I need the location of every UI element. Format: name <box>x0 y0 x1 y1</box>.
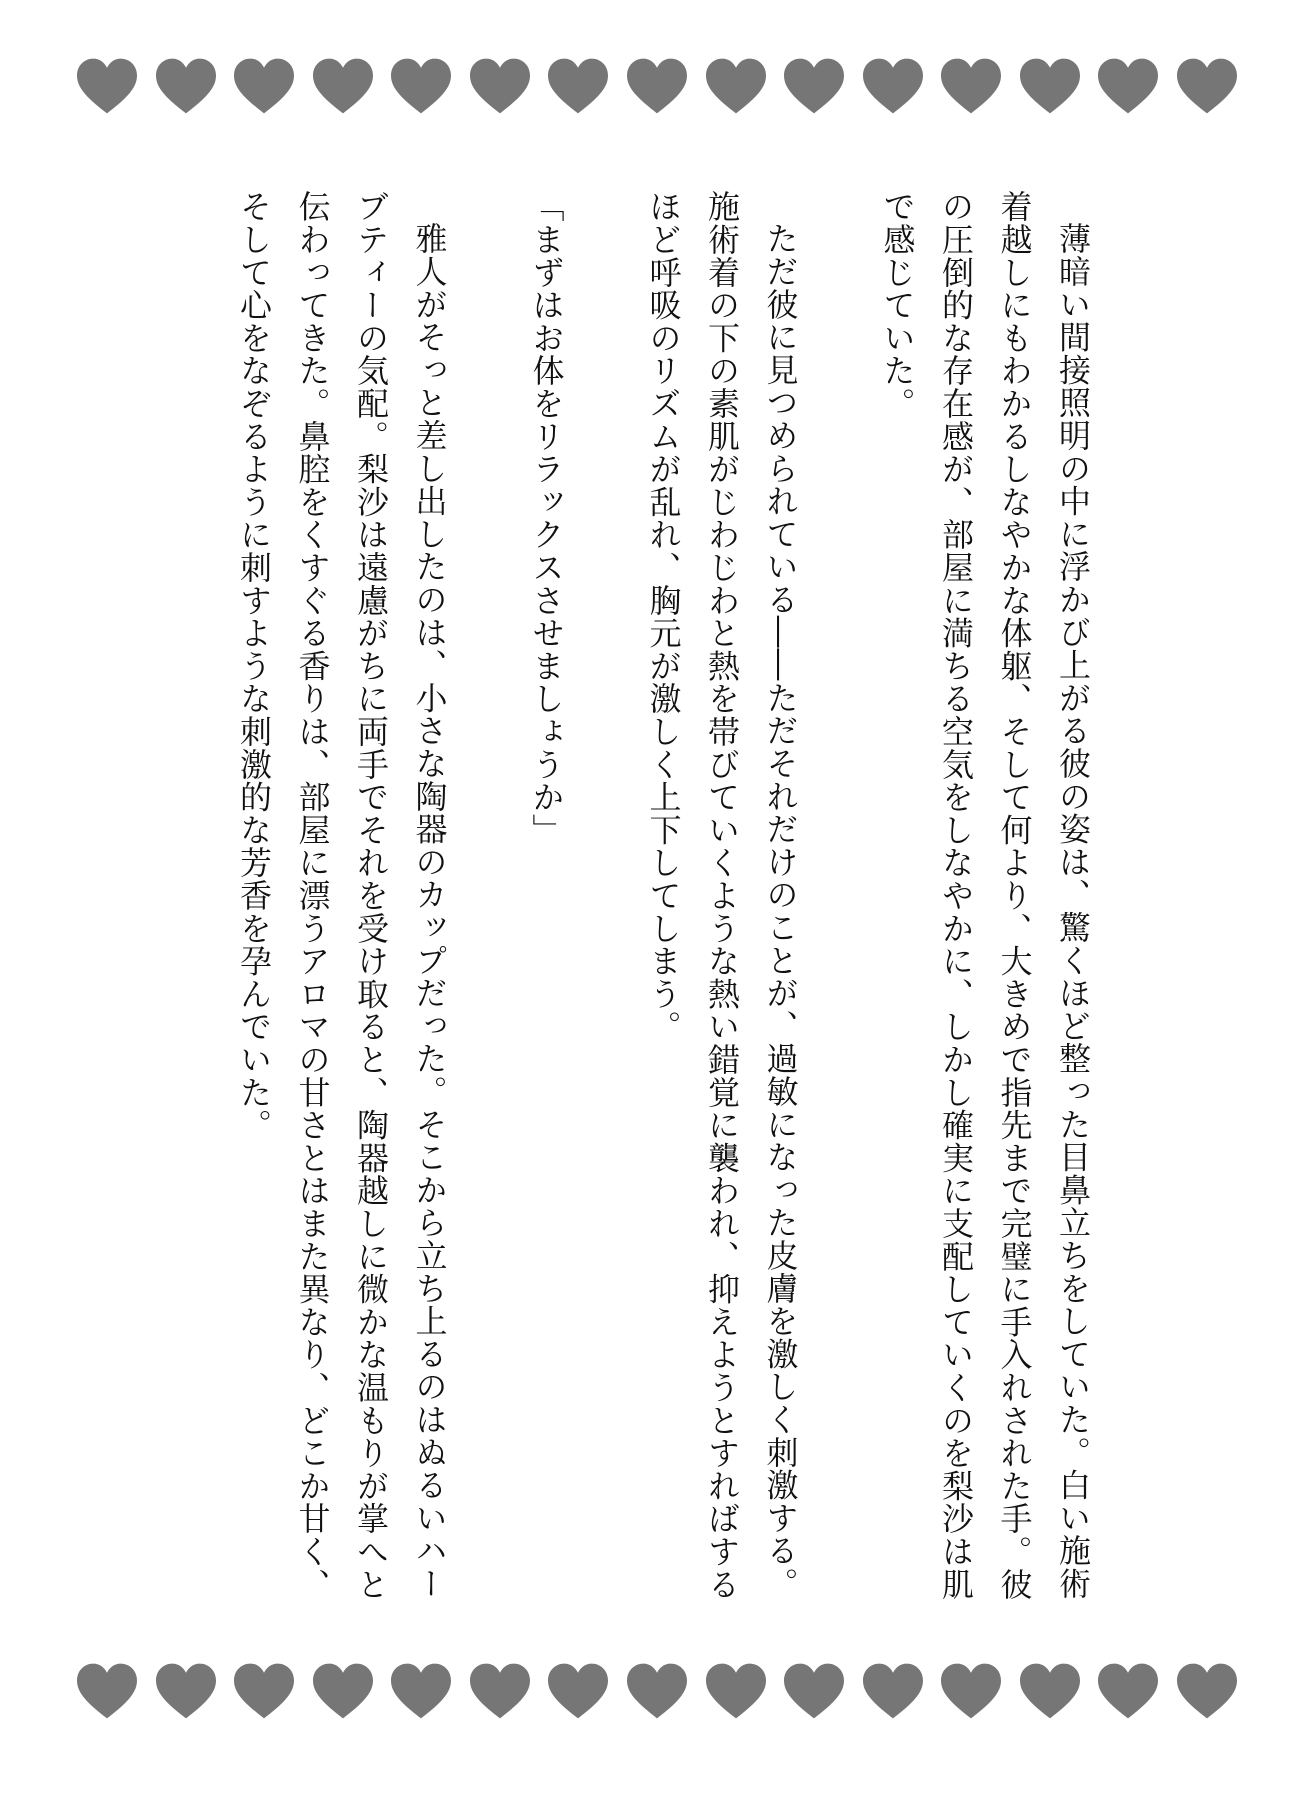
heart-icon <box>231 56 297 116</box>
heart-icon <box>388 56 454 116</box>
paragraph-1: 薄暗い間接照明の中に浮かび上がる彼の姿は、驚くほど整った目鼻立ちをしていた。白い施術着越しにもわかるしなやかな体躯、そして何より、大きめで指先まで完璧に手入れされた手。彼の圧倒的な存在感が、部屋に満ちる空気をしなやかに、しかし確実に支配していくのを梨沙は肌で感じていた。 <box>878 190 1092 1601</box>
heart-icon <box>1095 56 1161 116</box>
heart-icon <box>860 56 926 116</box>
heart-icon <box>781 56 847 116</box>
paragraph-2: ただ彼に見つめられている――ただそれだけのことが、過敏になった皮膚を激しく刺激する。施術着の下の素肌がじわじわと熱を帯びていくような熱い錯覚に襲われ、抑えようとすればするほど呼吸のリズムが乱れ、胸元が激しく上下してしまう。 <box>644 190 800 1601</box>
paragraph-spacer <box>576 190 635 1605</box>
heart-icon <box>153 56 219 116</box>
heart-icon <box>860 1661 926 1721</box>
heart-icon <box>231 1661 297 1721</box>
heart-icon <box>74 56 140 116</box>
top-heart-border <box>74 54 1240 118</box>
heart-icon <box>310 1661 376 1721</box>
heart-icon <box>703 1661 769 1721</box>
body-text <box>235 190 1102 1605</box>
bottom-heart-border <box>74 1659 1240 1723</box>
heart-icon <box>703 56 769 116</box>
heart-icon <box>467 56 533 116</box>
paragraph-spacer <box>459 190 518 1605</box>
dialogue-line: 「まずはお体をリラックスさせましょうか」 <box>527 190 566 846</box>
vertical-text-columns <box>225 190 1103 1605</box>
heart-icon <box>545 1661 611 1721</box>
heart-icon <box>1017 1661 1083 1721</box>
heart-icon <box>310 56 376 116</box>
heart-icon <box>388 1661 454 1721</box>
heart-icon <box>624 56 690 116</box>
paragraph-3: 雅人がそっと差し出したのは、小さな陶器のカップだった。そこから立ち上るのはぬるいハーブティーの気配。梨沙は遠慮がちに両手でそれを受け取ると、陶器越しに微かな温もりが掌へと伝わってきた。鼻腔をくすぐる香りは、部屋に漂うアロマの甘さとはまた異なり、どこか甘く、そして心をなぞるように刺すような刺激的な芳香を孕んでいた。 <box>235 190 449 1601</box>
heart-icon <box>1095 1661 1161 1721</box>
heart-icon <box>938 1661 1004 1721</box>
heart-icon <box>1174 56 1240 116</box>
paragraph-spacer <box>810 190 869 1605</box>
heart-icon <box>781 1661 847 1721</box>
heart-icon <box>938 56 1004 116</box>
heart-icon <box>153 1661 219 1721</box>
heart-icon <box>1174 1661 1240 1721</box>
heart-icon <box>1017 56 1083 116</box>
heart-icon <box>624 1661 690 1721</box>
heart-icon <box>467 1661 533 1721</box>
heart-icon <box>545 56 611 116</box>
heart-icon <box>74 1661 140 1721</box>
